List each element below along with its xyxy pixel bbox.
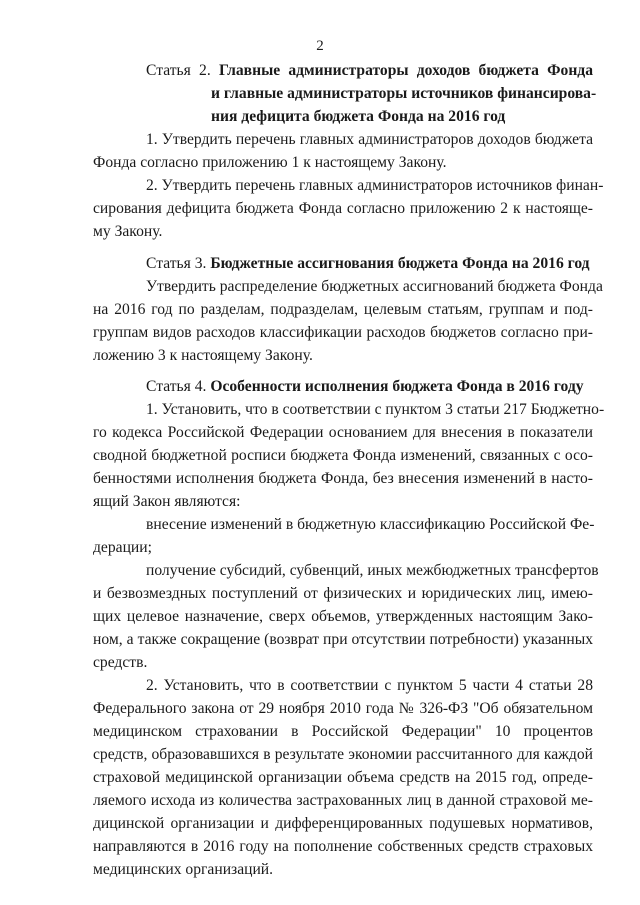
article-2-heading-line-1 — [146, 61, 593, 81]
article-2-title-line-3: ния дефицита бюджета Фонда на 2016 год — [211, 108, 506, 125]
article-3-para-line-2: на 2016 год по разделам, подразделам, целевым статьям, группам и под- — [93, 301, 593, 318]
article-4-para-1-line-3: сводной бюджетной росписи бюджета Фонда изменений, связанных с осо- — [93, 447, 593, 464]
article-2-label: Статья 2. — [146, 62, 211, 79]
article-4-item-2-line-3: щих целевое назначение, сверх объемов, утвержденных настоящим Зако- — [93, 608, 593, 625]
article-2-title-line-2: и главные администраторы источников финансирова- — [211, 85, 597, 102]
article-4-item-2-line-5: средств. — [93, 654, 148, 671]
article-4-para-2-line-7: дицинской организации и дифференцированных подушевых нормативов, — [93, 815, 593, 832]
article-2-para-2-line-1: 2. Утвердить перечень главных администраторов источников финан- — [146, 177, 604, 194]
article-4-para-2-line-9: медицинских организаций. — [93, 861, 274, 878]
article-3-title: Бюджетные ассигнования бюджета Фонда на 2016 год — [210, 255, 590, 272]
article-2-para-2-line-2: сирования дефицита бюджета Фонда согласно приложению 2 к настояще- — [93, 200, 593, 217]
article-2-para-1-line-2: Фонда согласно приложению 1 к настоящему Закону. — [93, 154, 447, 171]
article-2-para-2-line-3: му Закону. — [93, 223, 163, 240]
article-4-para-1-line-1: 1. Установить, что в соответствии с пунктом 3 статьи 217 Бюджетно- — [146, 401, 605, 418]
article-4-para-1-line-4: бенностями исполнения бюджета Фонда, без внесения изменений в насто- — [93, 470, 593, 487]
article-4-para-1-line-5: ящий Закон являются: — [93, 493, 241, 510]
article-2-title-line-1: Главные администраторы доходов бюджета Фонда — [218, 62, 593, 79]
article-3-label: Статья 3. — [146, 255, 207, 272]
article-4-item-1-line-1: внесение изменений в бюджетную классификацию Российской Фе- — [146, 516, 595, 533]
article-4-label: Статья 4. — [146, 378, 207, 395]
article-4-para-2-line-2: Федерального закона от 29 ноября 2010 года № 326-ФЗ "Об обязательном — [93, 700, 593, 717]
article-4-item-2-line-2: и безвозмездных поступлений от физических и юридических лиц, имею- — [93, 585, 593, 602]
article-4-para-2-line-1: 2. Установить, что в соответствии с пунктом 5 части 4 статьи 28 — [146, 677, 593, 694]
article-3-heading — [146, 254, 590, 274]
article-3-para-line-1: Утвердить распределение бюджетных ассигнований бюджета Фонда — [146, 278, 603, 295]
article-2-para-1-line-1: 1. Утвердить перечень главных администраторов доходов бюджета — [146, 131, 593, 148]
page-number: 2 — [316, 38, 324, 54]
article-4-title: Особенности исполнения бюджета Фонда в 2016 году — [210, 378, 584, 395]
article-4-para-1-line-2: го кодекса Российской Федерации основанием для внесения в показатели — [93, 424, 593, 441]
article-3-para-line-3: группам видов расходов классификации расходов бюджетов согласно при- — [93, 324, 593, 341]
article-4-heading — [146, 377, 584, 397]
article-4-para-2-line-6: ляемого исхода из количества застрахованных лиц в данной страховой ме- — [93, 792, 593, 809]
article-4-item-2-line-1: получение субсидий, субвенций, иных межбюджетных трансфертов — [146, 562, 599, 579]
article-4-para-2-line-8: направляются в 2016 году на пополнение собственных средств страховых — [93, 838, 593, 855]
article-4-para-2-line-4: средств, образовавшихся в результате экономии рассчитанного для каждой — [93, 746, 593, 763]
article-4-item-2-line-4: ном, а также сокращение (возврат при отсутствии потребности) указанных — [93, 631, 593, 648]
article-3-para-line-4: ложению 3 к настоящему Закону. — [93, 347, 313, 364]
article-4-para-2-line-3: медицинском страховании в Российской Федерации" 10 процентов — [93, 723, 593, 740]
article-4-item-1-line-2: дерации; — [93, 539, 152, 556]
article-4-para-2-line-5: страховой медицинской организации объема средств на 2015 год, опреде- — [93, 769, 593, 786]
